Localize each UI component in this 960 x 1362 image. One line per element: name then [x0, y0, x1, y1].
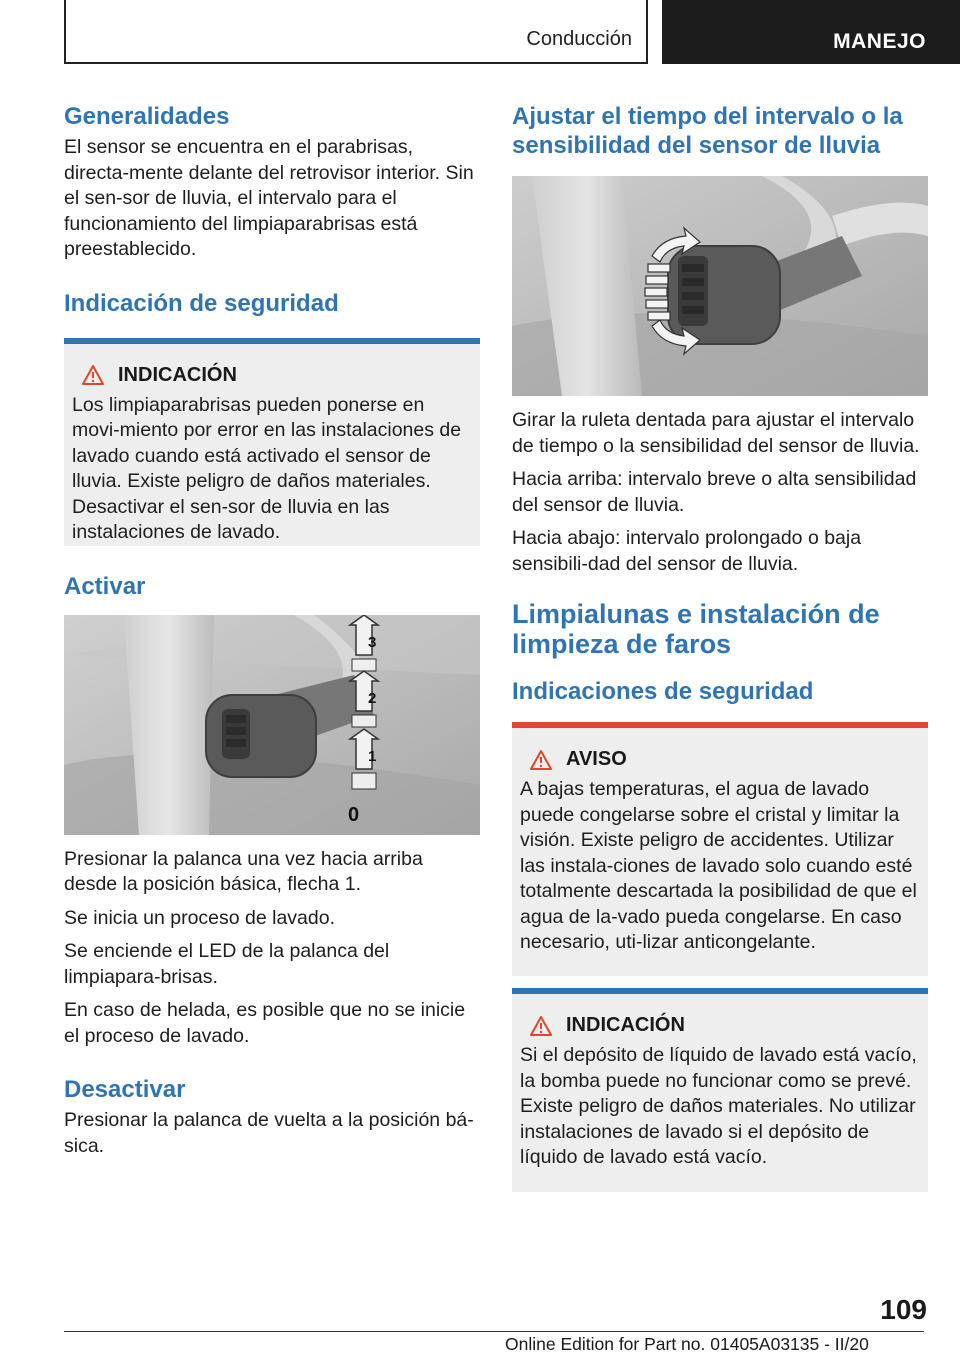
figure-wiper-lever-positions [64, 615, 480, 835]
activar-paragraph-1: Presionar la palanca una vez hacia arriba desde la posición básica, flecha 1. [64, 847, 423, 895]
heading-generalidades: Generalidades [64, 103, 230, 130]
heading-desactivar: Desactivar [64, 1076, 186, 1103]
generalidades-text: El sensor se encuentra en el parabrisas, directa-mente delante del retrovisor interior. Sin el sen-sor de lluvia, el intervalo para el funcionamiento del limpiaparabrisas está preestablecido. [64, 136, 474, 260]
activar-paragraph-3: Se enciende el LED de la palanca del limpiapara-brisas. [64, 940, 390, 988]
warning-triangle-icon [530, 750, 552, 770]
notice-indicacion-title: INDICACIÓN [118, 363, 237, 386]
notice-indicacion-2 [512, 988, 928, 1192]
desactivar-text: Presionar la palanca de vuelta a la posición bá-sica. [64, 1109, 474, 1157]
notice-indicacion-2-text: Si el depósito de líquido de lavado está vacío, la bomba puede no funcionar como se prevé. Existe peligro de daños materiales. No utilizar instalaciones de lavado si el depósito de líquido de lavado está vacío. [520, 1044, 917, 1168]
left-column [64, 98, 480, 1159]
heading-indicaciones-seguridad: Indicaciones de seguridad [512, 678, 814, 705]
notice-indicacion-text: Los limpiaparabrisas pueden ponerse en movi-miento por error en las instalaciones de lavado cuando está activado el sensor de lluvia. Existe peligro de daños materiales. Desactivar el sen-sor de lluvia en las instalaciones de lavado. [72, 393, 462, 543]
footer-edition: Online Edition for Part no. 01405A03135 - II/20 [505, 1334, 869, 1354]
heading-ajustar: Ajustar el tiempo del intervalo o la sensibilidad del sensor de lluvia [512, 103, 903, 159]
notice-indicacion-2-title: INDICACIÓN [566, 1014, 685, 1036]
heading-indicacion-seguridad: Indicación de seguridad [64, 289, 339, 317]
wiper-lever-illustration [64, 615, 480, 835]
notice-aviso-text: A bajas temperaturas, el agua de lavado puede congelarse sobre el cristal y limitar la visión. Existe peligro de accidentes. Utilizar las instala-ciones de lavado solo cuando esté totalmente descartada la posibilidad de que el agua de la-vado pueda congelarse. En caso necesario, uti-lizar anticongelante. [520, 778, 917, 953]
activar-paragraph-4: En caso de helada, es posible que no se inicie el proceso de lavado. [64, 999, 466, 1047]
header-section-title: Conducción [526, 28, 632, 50]
heading-limpialunas: Limpialunas e instalación de limpieza de faros [512, 599, 880, 659]
ajustar-paragraph-2: Hacia arriba: intervalo breve o alta sensibilidad del sensor de lluvia. [512, 468, 917, 516]
figure-label-0: 0 [348, 803, 360, 826]
ajustar-paragraph-3: Hacia abajo: intervalo prolongado o baja sensibili-dad del sensor de lluvia. [512, 527, 862, 575]
header-section-box [64, 0, 648, 64]
figure-label-2: 2 [368, 689, 377, 707]
header-chapter-tab [662, 0, 960, 64]
warning-triangle-icon [82, 365, 104, 385]
warning-triangle-icon [530, 1016, 552, 1036]
ajustar-paragraph-1: Girar la ruleta dentada para ajustar el intervalo de tiempo o la sensibilidad del sensor de lluvia. [512, 409, 920, 457]
figure-wiper-thumbwheel [512, 176, 928, 396]
notice-indicacion [64, 338, 480, 546]
activar-paragraph-2: Se inicia un proceso de lavado. [64, 906, 336, 929]
thumbwheel-illustration [512, 176, 928, 396]
notice-aviso-title: AVISO [566, 748, 627, 770]
footer-divider [64, 1331, 924, 1332]
right-column [512, 98, 928, 1192]
page-number: 109 [880, 1294, 927, 1325]
notice-aviso [512, 722, 928, 976]
header-chapter-title: MANEJO [833, 30, 926, 53]
heading-activar: Activar [64, 572, 146, 600]
figure-label-3: 3 [368, 633, 377, 651]
figure-label-1: 1 [368, 747, 377, 765]
